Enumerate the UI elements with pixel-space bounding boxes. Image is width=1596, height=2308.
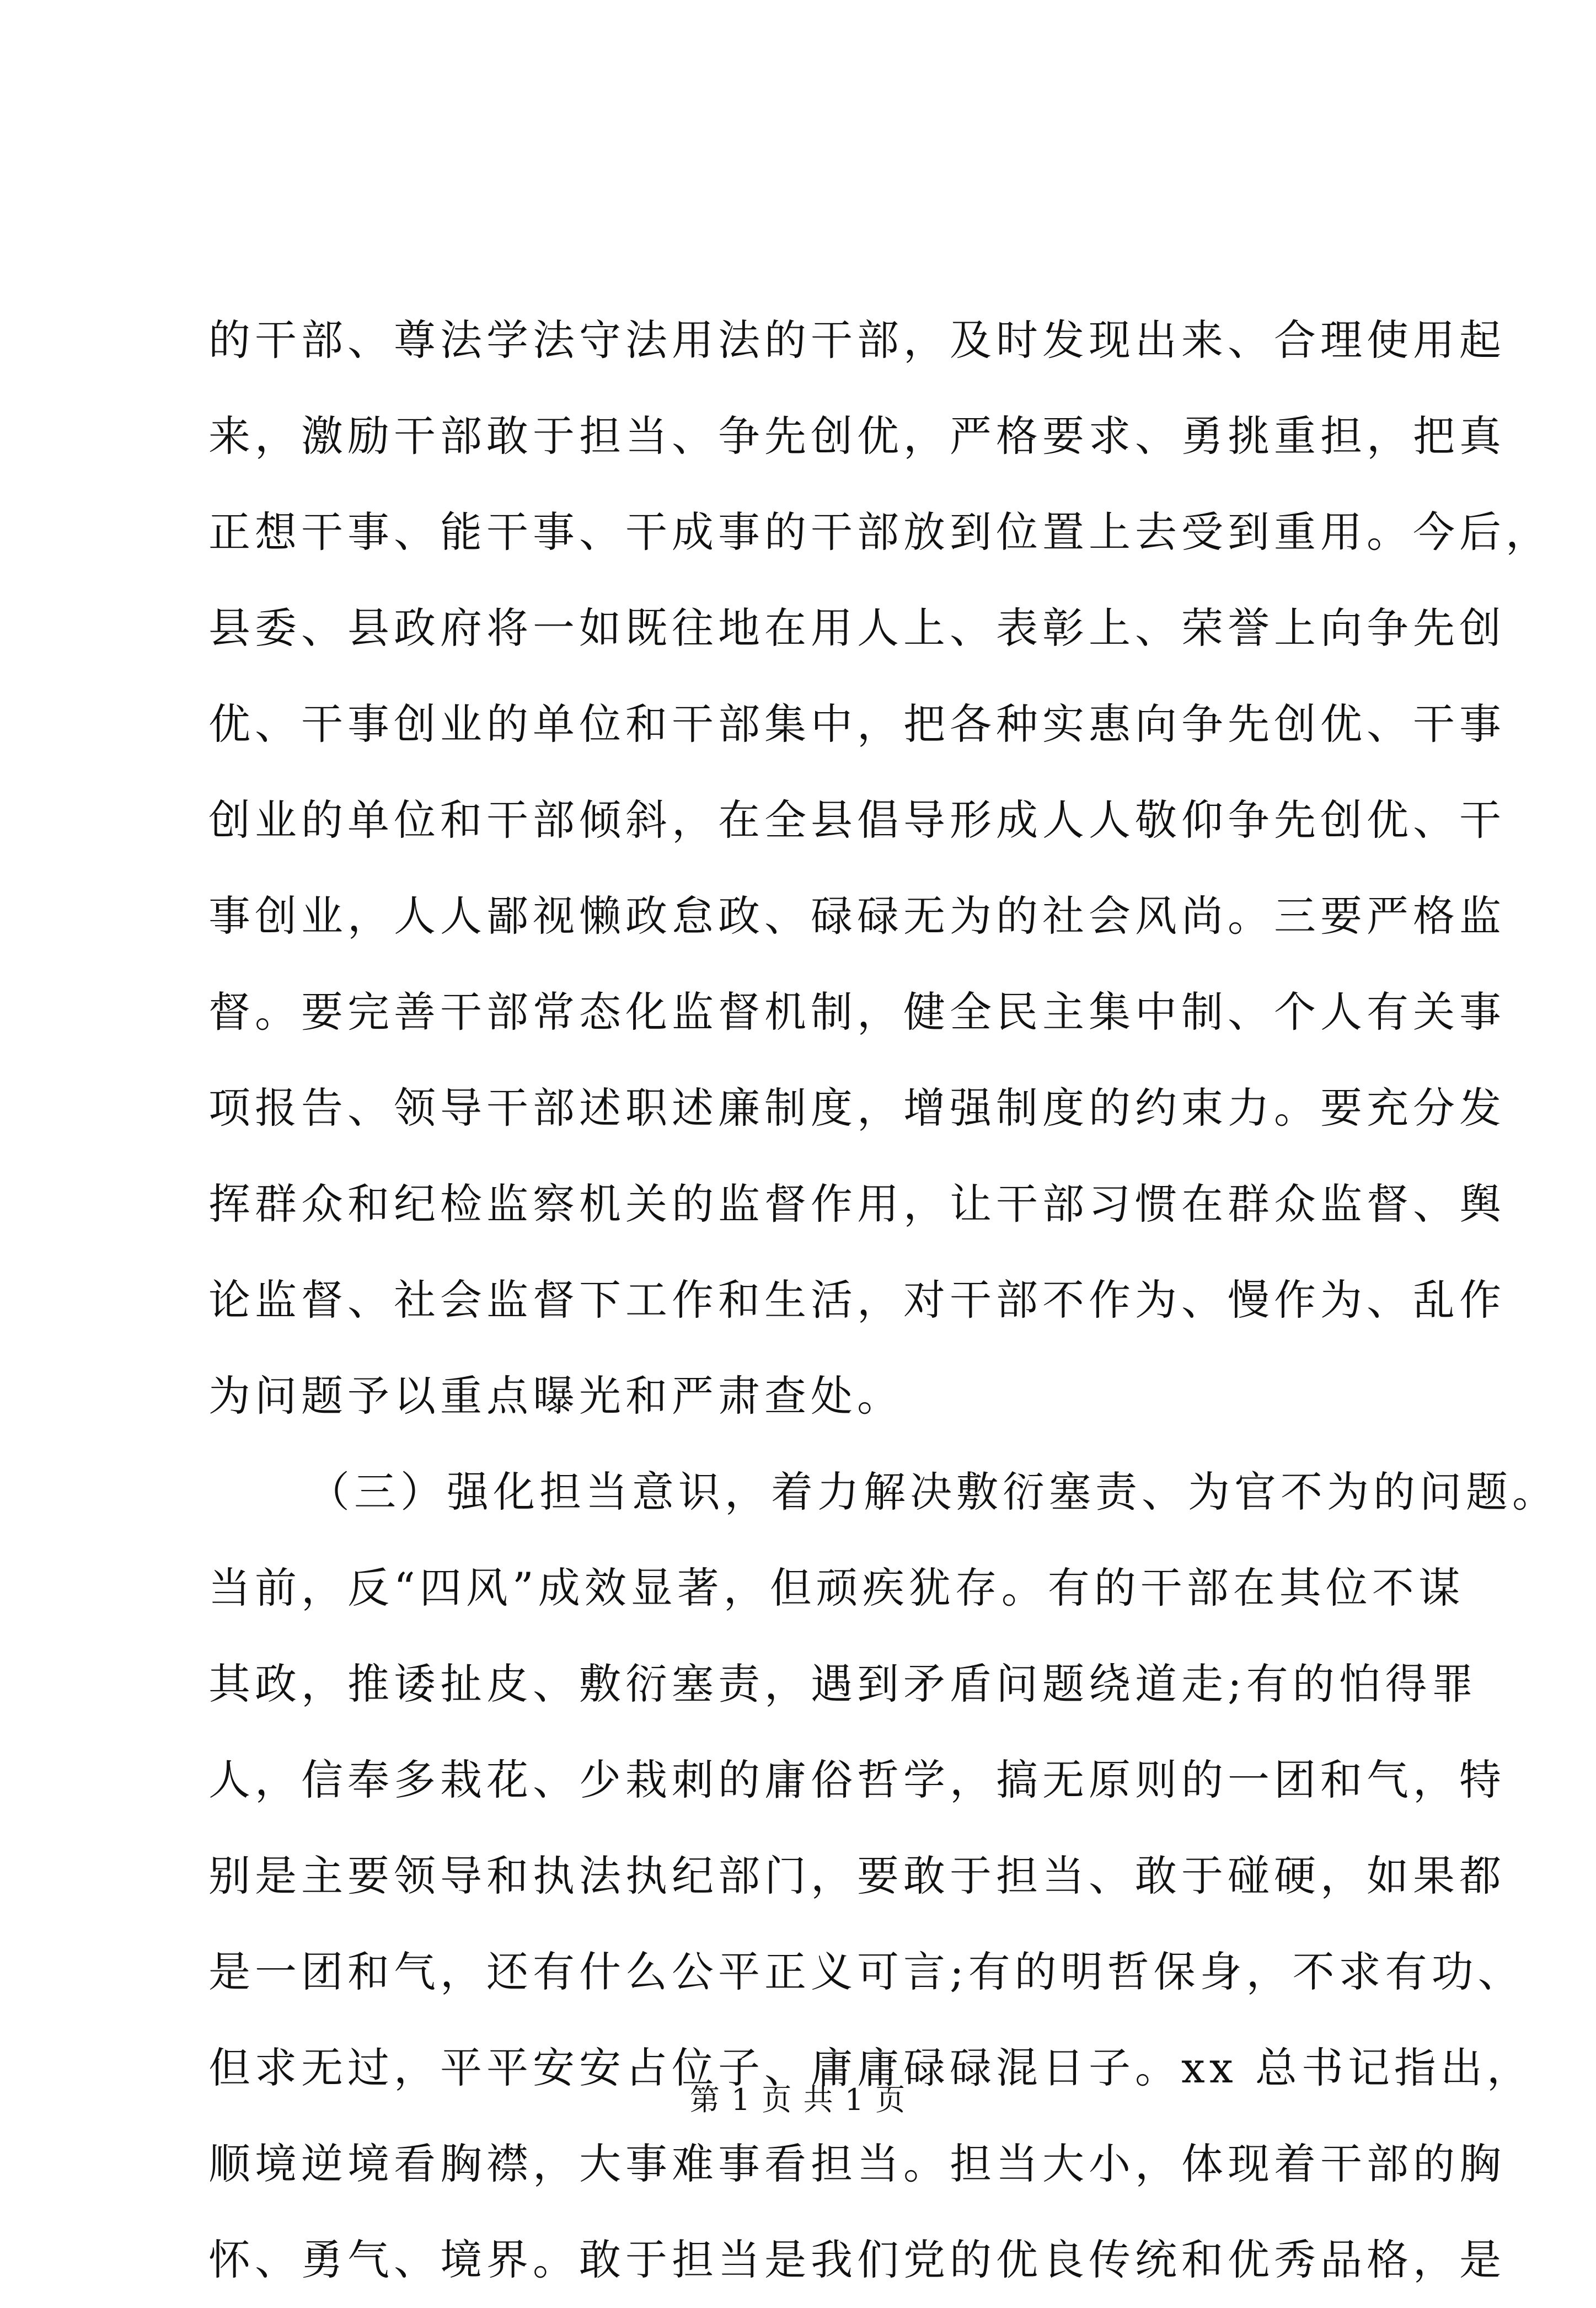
body-line: 县委、县政府将一如既往地在用人上、表彰上、荣誉上向争先创 <box>208 603 1506 653</box>
body-line: 别是主要领导和执法执纪部门，要敢于担当、敢于碰硬，如果都 <box>208 1851 1506 1900</box>
body-line: 督。要完善干部常态化监督机制，健全民主集中制、个人有关事 <box>208 987 1506 1037</box>
body-line: 挥群众和纪检监察机关的监督作用，让干部习惯在群众监督、舆 <box>208 1179 1506 1228</box>
body-line: 当前，反“四风”成效显著，但顽疾犹存。有的干部在其位不谋 <box>208 1563 1465 1612</box>
body-line: 优、干事创业的单位和干部集中，把各种实惠向争先创优、干事 <box>208 699 1506 749</box>
document-body <box>208 292 1558 2308</box>
body-line: 人，信奉多栽花、少栽刺的庸俗哲学，搞无原则的一团和气，特 <box>208 1755 1506 1804</box>
body-line: 但求无过，平平安安占位子、庸庸碌碌混日子。xx 总书记指出， <box>208 2043 1533 2092</box>
body-line: 项报告、领导干部述职述廉制度，增强制度的约束力。要充分发 <box>208 1083 1506 1132</box>
body-line: 怀、勇气、境界。敢于担当是我们党的优良传统和优秀品格，是 <box>208 2235 1506 2284</box>
body-line: 正想干事、能干事、干成事的干部放到位置上去受到重用。今后， <box>208 507 1552 557</box>
body-line: 的干部、尊法学法守法用法的干部，及时发现出来、合理使用起 <box>208 316 1506 365</box>
section-heading-line: （三）强化担当意识，着力解决敷衍塞责、为官不为的问题。 <box>308 1467 1558 1516</box>
body-line: 事创业，人人鄙视懒政怠政、碌碌无为的社会风尚。三要严格监 <box>208 891 1506 941</box>
body-line: 论监督、社会监督下工作和生活，对干部不作为、慢作为、乱作 <box>208 1275 1506 1324</box>
body-line: 创业的单位和干部倾斜，在全县倡导形成人人敬仰争先创优、干 <box>208 795 1506 845</box>
body-line: 来，激励干部敢于担当、争先创优，严格要求、勇挑重担，把真 <box>208 412 1506 461</box>
body-line: 为问题予以重点曝光和严肃查处。 <box>208 1371 903 1420</box>
body-line: 其政，推诿扯皮、敷衍塞责，遇到矛盾问题绕道走;有的怕得罪 <box>208 1659 1478 1708</box>
body-line: 顺境逆境看胸襟，大事难事看担当。担当大小，体现着干部的胸 <box>208 2139 1506 2188</box>
body-line: 是一团和气，还有什么公平正义可言;有的明哲保身，不求有功、 <box>208 1947 1524 1996</box>
page-footer: 第 1 页 共 1 页 <box>689 2082 907 2117</box>
